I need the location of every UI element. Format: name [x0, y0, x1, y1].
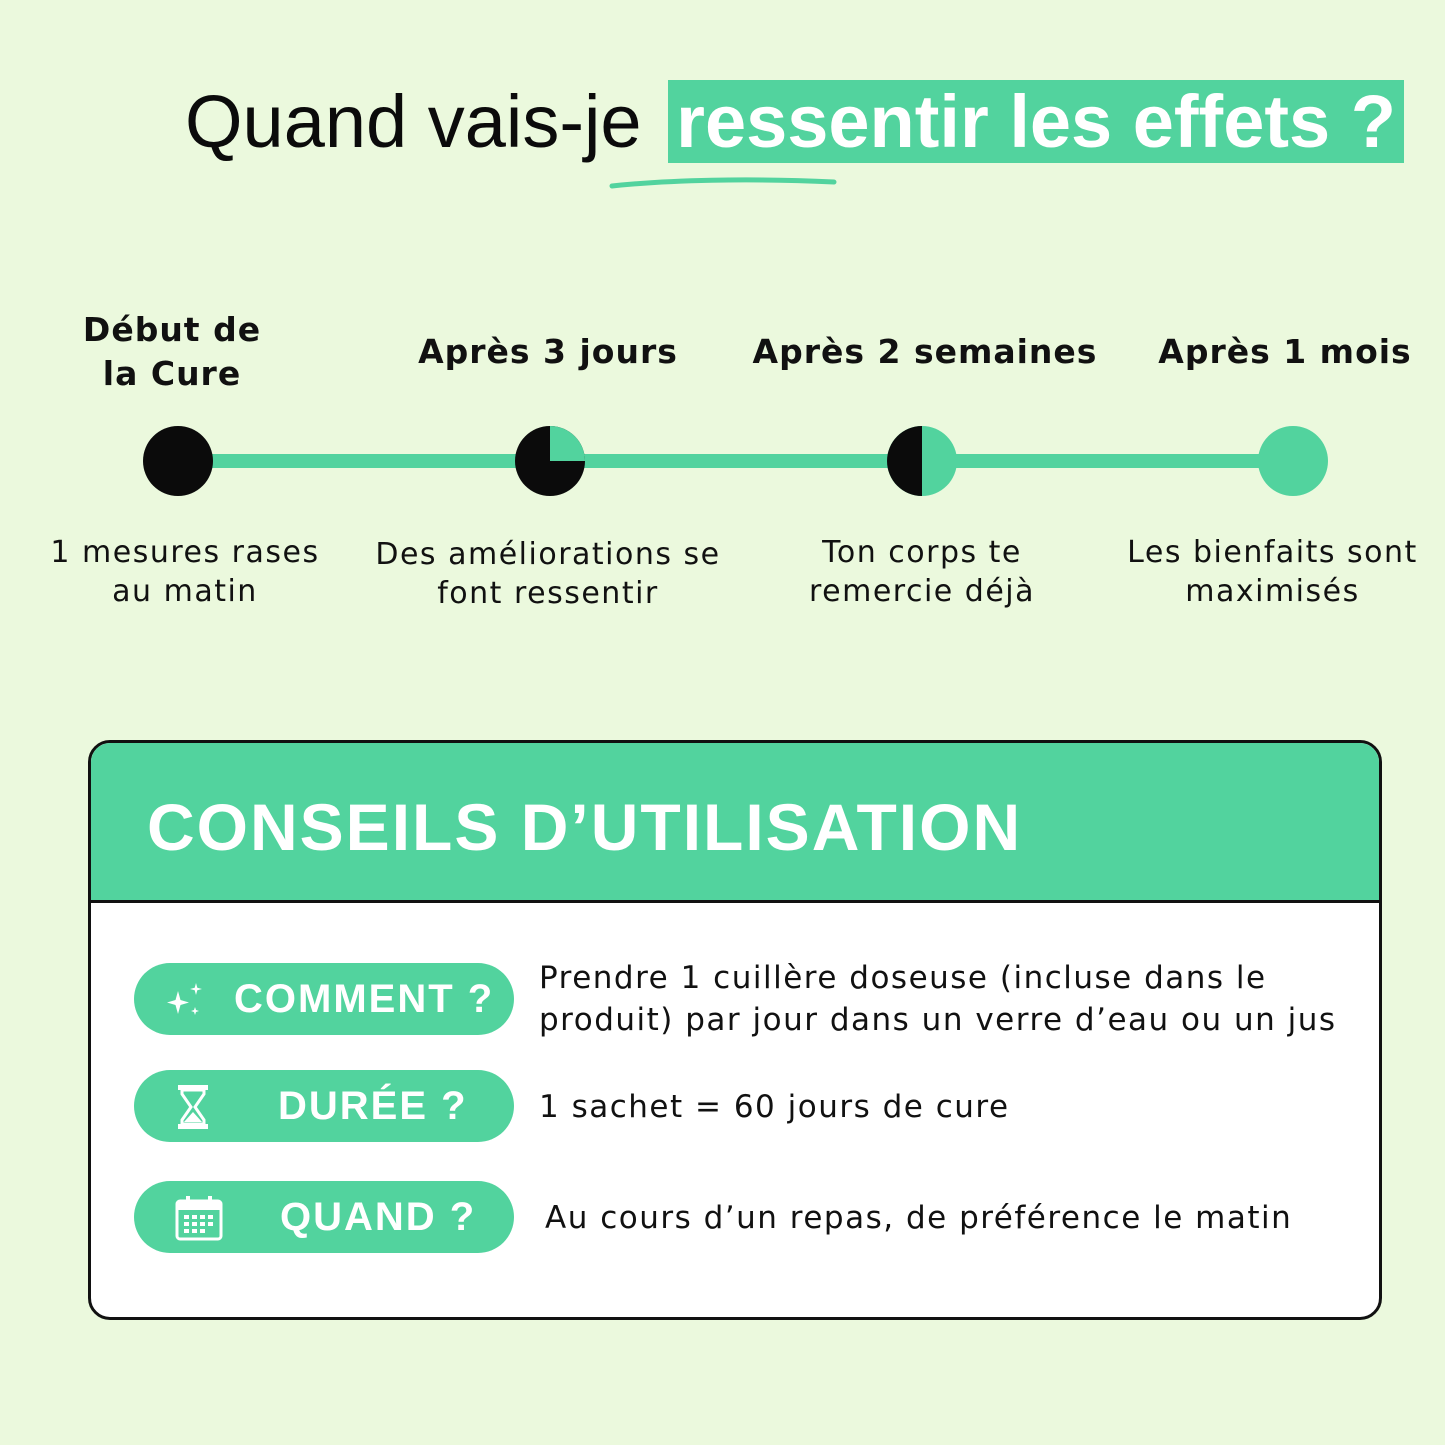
step-desc-start: 1 mesures rases au matin: [50, 535, 320, 609]
title-highlight: ressentir les effets ?: [668, 80, 1404, 163]
step-title-2-weeks: Après 2 semaines: [752, 332, 1098, 371]
page-title: [185, 72, 1396, 172]
pill-label-quand: QUAND ?: [280, 1195, 477, 1239]
pill-label-duree: DURÉE ?: [278, 1084, 468, 1128]
usage-tips-header: [91, 743, 1379, 903]
hourglass-icon: [168, 1084, 218, 1130]
timeline-node-start: [142, 425, 214, 497]
sparkles-icon: [162, 977, 212, 1023]
usage-tips-heading: CONSEILS D’UTILISATION: [147, 790, 1023, 864]
pill-comment: [134, 963, 514, 1035]
step-title-start: Début de la Cure: [82, 310, 262, 393]
step-desc-2-weeks: Ton corps te remercie déjà: [808, 535, 1036, 609]
pill-quand: [134, 1181, 514, 1253]
pill-label-comment: COMMENT ?: [234, 977, 495, 1021]
timeline-node-2-weeks: [886, 425, 958, 497]
step-title-3-days: Après 3 jours: [418, 332, 678, 371]
timeline-node-1-month: [1257, 425, 1329, 497]
step-title-1-month: Après 1 mois: [1158, 332, 1412, 371]
row-text-quand: Au cours d’un repas, de préférence le matin: [545, 1200, 1293, 1236]
row-text-comment: Prendre 1 cuillère doseuse (incluse dans le produit) par jour dans un verre d’eau ou un jus: [539, 960, 1337, 1038]
step-desc-1-month: Les bienfaits sont maximisés: [1127, 535, 1418, 609]
timeline-node-3-days: [514, 425, 586, 497]
calendar-icon: [174, 1195, 224, 1241]
pill-duree: [134, 1070, 514, 1142]
brush-underline: [608, 174, 838, 194]
step-desc-3-days: Des améliorations se font ressentir: [375, 537, 721, 611]
row-text-duree: 1 sachet = 60 jours de cure: [539, 1089, 1010, 1125]
title-plain: Quand vais-je: [185, 80, 642, 163]
timeline-line: [178, 454, 1292, 468]
usage-tips-card: [88, 740, 1382, 1320]
